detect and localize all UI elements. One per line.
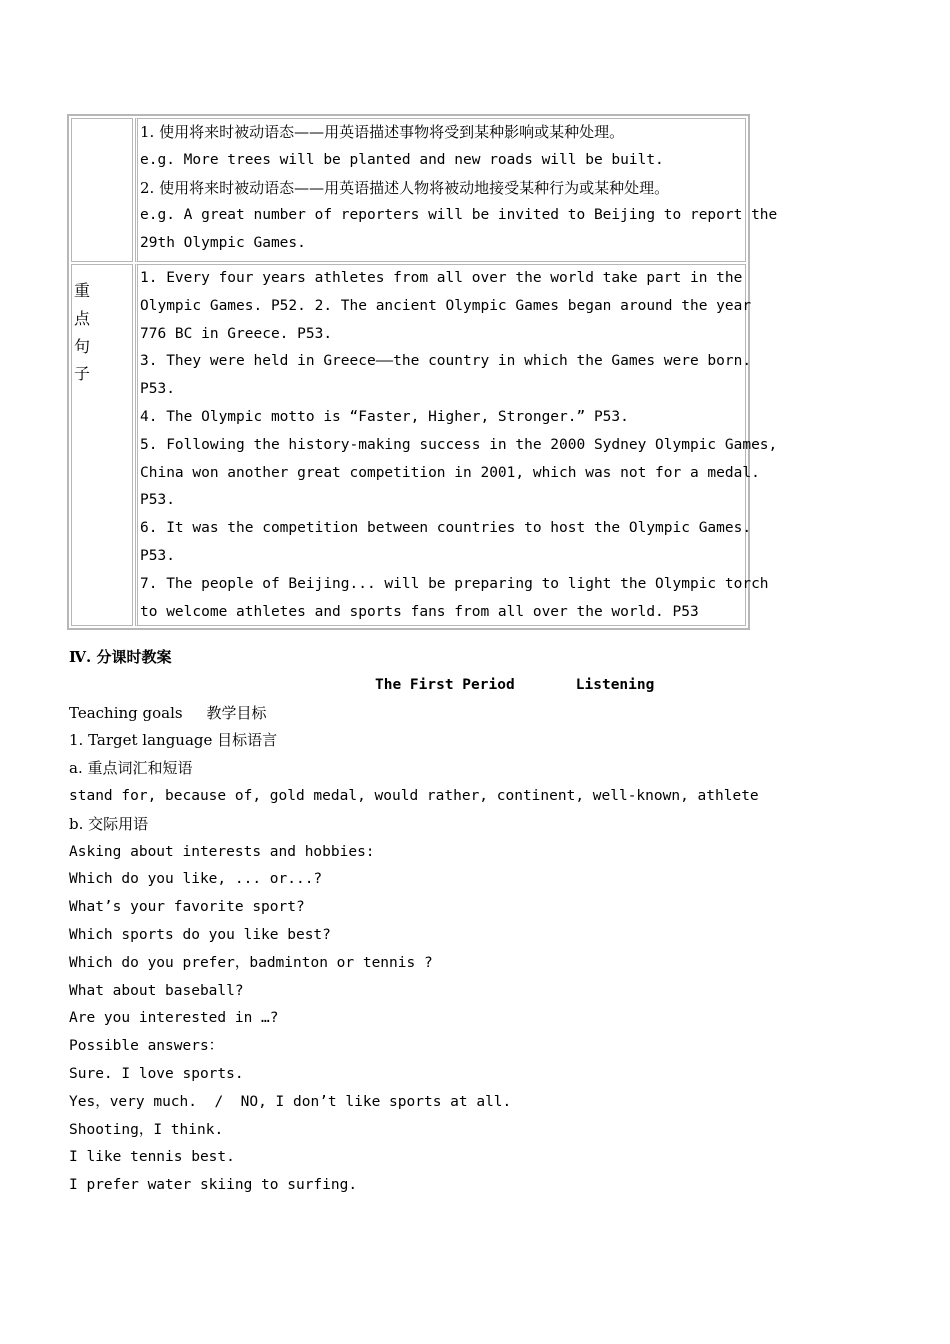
- content-line: 4. The Olympic motto is “Faster, Higher, Stronger.” P53.: [140, 408, 629, 425]
- text-line: b. 交际用语: [69, 814, 149, 833]
- content-line: 776 BC in Greece. P53.: [140, 325, 333, 342]
- content-line: 6. It was the competition between countries to host the Olympic Games.: [140, 520, 752, 537]
- text-line: Shooting，I think.: [69, 1121, 224, 1138]
- text-line: 1. Target language 目标语言: [69, 731, 278, 750]
- row-content-cell: [135, 264, 778, 626]
- text-line: stand for, because of, gold medal, would rather, continent, well-known, athlete: [69, 787, 759, 804]
- label-char: 子: [74, 364, 91, 384]
- content-line: P53.: [140, 492, 175, 509]
- table-row: [71, 264, 778, 626]
- content-line: Olympic Games. P52. 2. The ancient Olympic Games began around the year: [140, 297, 752, 314]
- lesson-plan-section: [69, 644, 929, 1200]
- row-content-cell: [135, 118, 778, 262]
- content-line: 3. They were held in Greece——the country in which the Games were born.: [140, 353, 752, 370]
- content-line: P53.: [140, 381, 175, 398]
- text-line: Which do you prefer，badminton or tennis ?: [69, 954, 433, 971]
- text-line: Which sports do you like best?: [69, 926, 331, 943]
- content-line: 7. The people of Beijing... will be preparing to light the Olympic torch: [140, 575, 769, 592]
- label-char: 重: [74, 281, 91, 300]
- text-line: Sure. I love sports.: [69, 1065, 244, 1082]
- section-heading: Ⅳ. 分课时教案: [69, 648, 172, 666]
- table-row: [71, 118, 778, 262]
- row-label-cell: [71, 264, 133, 626]
- content-line: 2. 使用将来时被动语态——用英语描述人物将被动地接受某种行为或某种处理。: [140, 178, 670, 197]
- text-line: Asking about interests and hobbies:: [69, 843, 375, 860]
- text-line: Which do you like, ... or...?: [69, 871, 323, 888]
- content-line: P53.: [140, 547, 175, 564]
- grammar-table: [67, 114, 778, 630]
- period-title: The First Period Listening: [375, 676, 655, 693]
- text-line: I like tennis best.: [69, 1149, 235, 1166]
- content-line: 1. Every four years athletes from all over the world take part in the: [140, 270, 743, 286]
- label-char: 点: [74, 308, 91, 328]
- row-label-cell: [71, 118, 133, 262]
- content-line: to welcome athletes and sports fans from all over the world. P53: [140, 603, 699, 620]
- text-line: Possible answers：: [69, 1038, 224, 1055]
- content-line: 29th Olympic Games.: [140, 235, 306, 252]
- content-line: e.g. More trees will be planted and new roads will be built.: [140, 151, 664, 168]
- text-line: What about baseball?: [69, 982, 244, 999]
- text-line: Teaching goals 教学目标: [69, 703, 267, 722]
- text-line: Are you interested in …?: [69, 1010, 279, 1027]
- content-line: e.g. A great number of reporters will be invited to Beijing to report the: [140, 207, 778, 224]
- content-line: 5. Following the history-making success in the 2000 Sydney Olympic Games,: [140, 436, 778, 453]
- content-line: 1. 使用将来时被动语态——用英语描述事物将受到某种影响或某种处理。: [140, 123, 625, 141]
- content-line: China won another great competition in 2001, which was not for a medal.: [140, 464, 760, 481]
- text-line: Yes，very much. / NO, I don’t like sports at all.: [69, 1093, 512, 1110]
- text-line: What’s your favorite sport?: [69, 899, 305, 916]
- text-line: a. 重点词汇和短语: [69, 759, 193, 778]
- text-line: I prefer water skiing to surfing.: [69, 1177, 358, 1194]
- label-char: 句: [74, 336, 91, 356]
